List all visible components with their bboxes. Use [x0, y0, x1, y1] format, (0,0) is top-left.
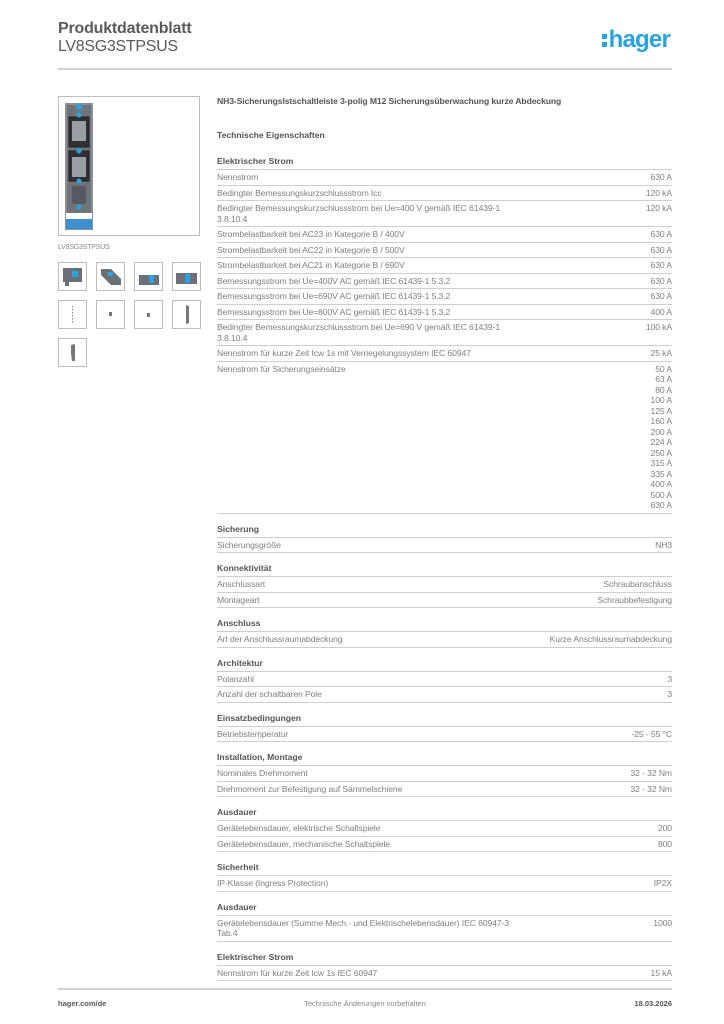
thumbnail-drawing-profile-2[interactable] [58, 338, 87, 367]
spec-row: Bemessungsstrom bei Ue=690V AC gemäß IEC 61439-1 5.3.2 630 A [217, 289, 672, 305]
thumbnail-grid [58, 262, 204, 367]
thumbnail-product-angle[interactable] [96, 262, 125, 291]
product-front-icon [59, 263, 86, 290]
spec-group-anschluss [217, 618, 672, 648]
group-title: Elektrischer Strom [217, 156, 672, 170]
thumbnail-product-side[interactable] [134, 262, 163, 291]
hager-logo[interactable]: hager [602, 27, 670, 53]
spec-group-einsatzbedingungen [217, 713, 672, 743]
spec-row: Strombelastbarkeit bei AC22 in Kategorie B / 500V 630 A [217, 243, 672, 259]
spec-row: IP-Klasse (Ingress Protection) IP2X [217, 876, 672, 892]
fuse-switch-strip-icon [64, 101, 94, 232]
group-title: Einsatzbedingungen [217, 713, 672, 727]
spec-group-installation-montage [217, 752, 672, 797]
fuse-rating-list: 50 A 63 A 80 A 100 A 125 A 160 A 200 A 224 A 250 A 315 A 335 A 400 A 500 A 630 A [650, 363, 672, 510]
product-angle-icon [97, 263, 124, 290]
footer-website-link[interactable]: hager.com/de [58, 999, 107, 1008]
product-gallery [58, 96, 204, 367]
spec-row: Nominales Drehmoment 32 - 32 Nm [217, 766, 672, 782]
group-title: Ausdauer [217, 902, 672, 916]
page-header [58, 20, 672, 70]
spec-row: Strombelastbarkeit bei AC21 in Kategorie B / 690V 630 A [217, 258, 672, 274]
spec-row: Gerätelebensdauer (Summe Mech.- und Elektrischelebensdauer) IEC 60947-3 Tab.4 1000 [217, 916, 672, 942]
spec-row: Bemessungsstrom bei Ue=800V AC gemäß IEC 61439-1 5.3.2 400 A [217, 305, 672, 321]
main-product-image[interactable] [58, 96, 200, 236]
spec-row: Bedingter Bemessungskurzschlussstrom bei Ue=400 V gemäß IEC 61439-1 3.8.10.4 120 kA [217, 201, 672, 227]
spec-row: Betriebstemperatur -25 - 55 °C [217, 727, 672, 743]
product-top-icon [173, 263, 200, 290]
spec-group-ausdauer [217, 807, 672, 852]
spec-row: Bedingter Bemessungskurzschlussstrom bei Ue=690 V gemäß IEC 61439-1 3.8.10.4 100 kA [217, 320, 672, 346]
spec-group-sicherheit [217, 862, 672, 892]
drawing-front-icon [59, 301, 86, 328]
product-side-icon [135, 263, 162, 290]
spec-row: Drehmoment zur Befestigung auf Sammelschiene 32 - 32 Nm [217, 782, 672, 798]
spec-row-fuse-ratings: Nennstrom für Sicherungseinsätze 50 A 63 A 80 A 100 A 125 A 160 A 200 A 224 A 250 A 315 A 335 A 400 A 500 A 630 A [217, 362, 672, 514]
spec-row: Anschlussart Schraubanschluss [217, 577, 672, 593]
spec-group-sicherung [217, 524, 672, 554]
spec-group-ausdauer-2 [217, 902, 672, 942]
thumbnail-drawing-dot-2[interactable] [134, 300, 163, 329]
spec-row: Polanzahl 3 [217, 672, 672, 688]
spec-row: Montageart Schraubbefestigung [217, 593, 672, 609]
spec-group-elektrischer-strom-2 [217, 952, 672, 982]
spec-row: Nennstrom 630 A [217, 170, 672, 186]
spec-row: Bedingter Bemessungskurzschlussstrom Icc 120 kA [217, 186, 672, 202]
spec-group-konnektivitaet [217, 563, 672, 608]
group-title: Konnektivität [217, 563, 672, 577]
thumbnail-product-top[interactable] [172, 262, 201, 291]
footer-date: 18.03.2026 [634, 999, 672, 1008]
footer-divider [58, 988, 672, 990]
group-title: Architektur [217, 658, 672, 672]
spec-row: Bemessungsstrom bei Ue=400V AC gemäß IEC 61439-1 5.3.2 630 A [217, 274, 672, 290]
group-title: Ausdauer [217, 807, 672, 821]
group-title: Elektrischer Strom [217, 952, 672, 966]
spec-row: Nennstrom für kurze Zeit Icw 1s IEC 60947 15 kA [217, 966, 672, 982]
spec-row: Anzahl der schaltbaren Pole 3 [217, 687, 672, 703]
main-image-caption: LV8SG3STPSUS [58, 244, 110, 251]
thumbnail-drawing-front[interactable] [58, 300, 87, 329]
product-description: NH3-Sicherungslstschaltleiste 3-polig M12 Sicherungsüberwachung kurze Abdeckung [217, 96, 562, 106]
spec-group-elektrischer-strom [217, 156, 672, 514]
footer-note: Technische Änderungen vorbehalten [304, 999, 426, 1008]
thumbnail-product-front[interactable] [58, 262, 87, 291]
thumbnail-drawing-dot-1[interactable] [96, 300, 125, 329]
spec-row: Sicherungsgröße NH3 [217, 538, 672, 554]
drawing-profile-icon [173, 301, 200, 328]
group-title: Installation, Montage [217, 752, 672, 766]
drawing-dot-icon [97, 301, 124, 328]
spec-content [217, 96, 672, 981]
spec-row: Strombelastbarkeit bei AC23 in Kategorie B / 400V 630 A [217, 227, 672, 243]
group-title: Sicherheit [217, 862, 672, 876]
section-title: Technische Eigenschaften [217, 130, 325, 140]
spec-row: Nennstrom für kurze Zeit Icw 1s mit Verriegelungssystem IEC 60947 25 kA [217, 346, 672, 362]
drawing-dot-icon [135, 301, 162, 328]
group-title: Anschluss [217, 618, 672, 632]
logo-colon-icon [602, 32, 607, 48]
thumbnail-drawing-profile-1[interactable] [172, 300, 201, 329]
product-code: LV8SG3STPSUS [58, 38, 178, 55]
spec-row: Gerätelebensdauer, mechanische Schaltspiele 800 [217, 837, 672, 853]
spec-row: Gerätelebensdauer, elektrische Schaltspiele 200 [217, 821, 672, 837]
group-title: Sicherung [217, 524, 672, 538]
drawing-profile-icon [59, 339, 86, 366]
document-title: Produktdatenblatt [58, 20, 192, 37]
spec-group-architektur [217, 658, 672, 703]
spec-row: Art der Anschlussraumabdeckung Kurze Anschlussraumabdeckung [217, 632, 672, 648]
header-divider [58, 68, 672, 70]
